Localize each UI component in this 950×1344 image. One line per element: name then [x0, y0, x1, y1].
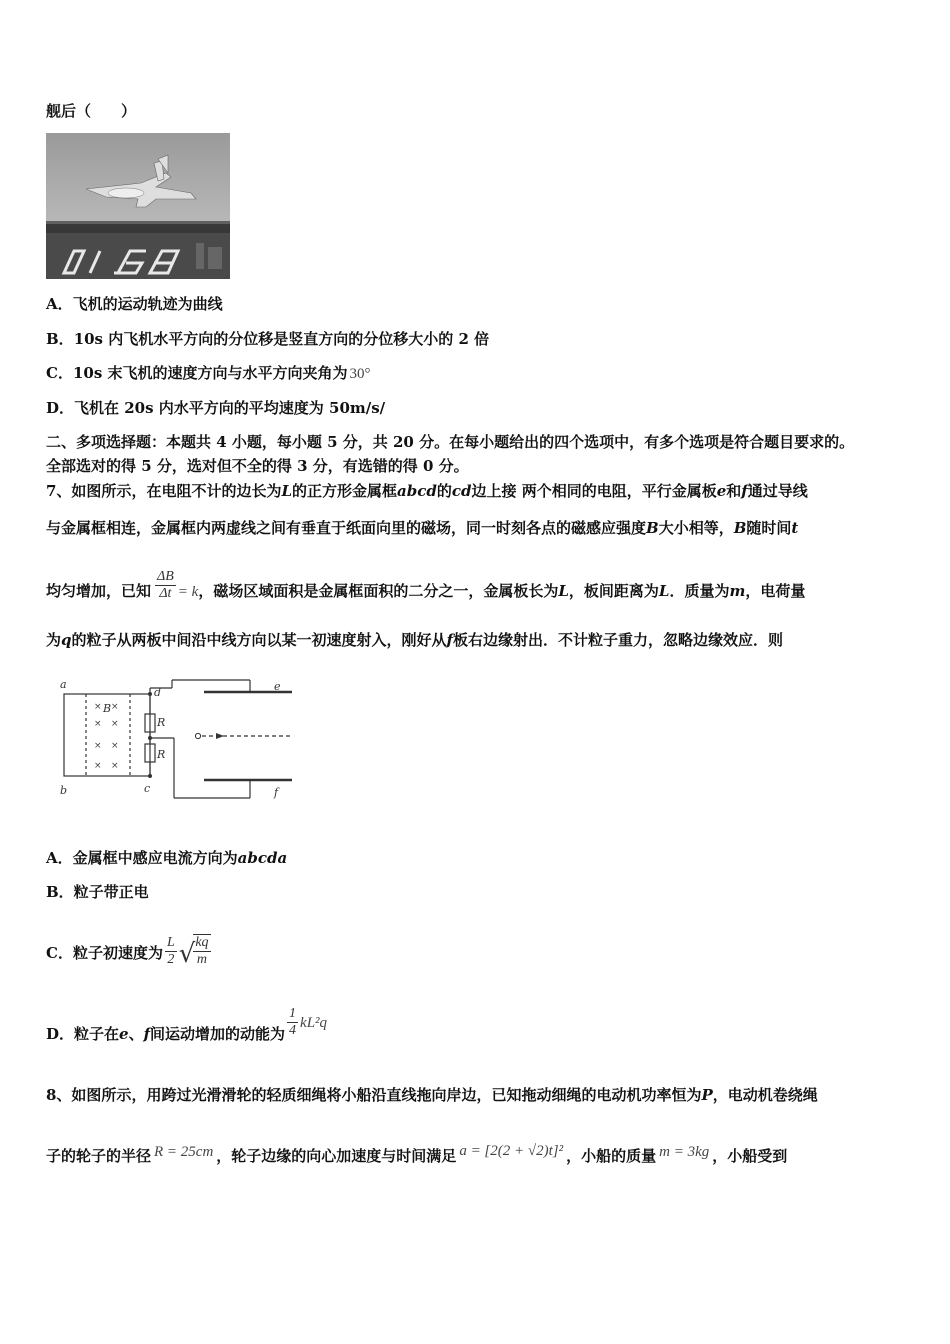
- q7-line-2: 与金属框相连，金属框内两虚线之间有垂直于纸面向里的磁场，同一时刻各点的磁感应强度B大小相等，B随时间t: [46, 519, 799, 537]
- label-b: b: [60, 784, 68, 797]
- section-rule: 全部选对的得 5 分，选对但不全的得 3 分，有选错的得 0 分。: [46, 457, 469, 475]
- jet-takeoff-photo: [46, 133, 230, 279]
- q6-option-a: A．飞机的运动轨迹为曲线: [46, 295, 223, 313]
- q8-line-2: 子的轮子的半径 R = 25cm ，轮子边缘的向心加速度与时间满足 a = [2(2 + √2)t]² ，小船的质量 m = 3kg ，小船受到: [46, 1143, 788, 1165]
- q7-option-a: A．金属框中感应电流方向为abcda: [46, 849, 288, 867]
- svg-text:×: ×: [94, 761, 102, 771]
- label-c: c: [144, 782, 151, 795]
- label-a: a: [60, 678, 67, 691]
- q6-option-d: D．飞机在 20s 内水平方向的平均速度为 50m/s/: [46, 399, 386, 417]
- circuit-diagram: [56, 676, 296, 802]
- question-tail: 舰后（ ）: [46, 102, 137, 120]
- svg-text:×: ×: [111, 761, 119, 771]
- svg-text:×: ×: [111, 719, 119, 729]
- label-r2: R: [157, 748, 166, 761]
- q7-option-d: D．粒子在e、f间运动增加的动能为 $\frac{1}{4}$ kL²q: [46, 1005, 328, 1043]
- label-d: d: [154, 686, 162, 699]
- q7-option-c: C．粒子初速度为 $\frac{L}{2}$ √ $\frac{kq}{m}$: [46, 934, 209, 969]
- q7-line-4: 为q的粒子从两板中间沿中线方向以某一初速度射入，刚好从f板右边缘射出．不计粒子重力，忽略边缘效应．则: [46, 631, 783, 649]
- svg-text:×: ×: [94, 719, 102, 729]
- q6-option-b: B．10s 内飞机水平方向的分位移是竖直方向的分位移大小的 2 倍: [46, 330, 490, 348]
- svg-text:×: ×: [111, 741, 119, 751]
- delta-b-over-delta-t: $\frac{\Delta B}{\Delta t}$: [157, 568, 174, 601]
- svg-text:×: ×: [111, 702, 119, 712]
- q7-option-b: B．粒子带正电: [46, 883, 149, 901]
- q7-line-1: 7、如图所示，在电阻不计的边长为L的正方形金属框abcd的cd边上接 两个相同的电阻，平行金属板e和f通过导线: [46, 482, 808, 500]
- label-field-b: B: [103, 702, 112, 715]
- section-heading: 二、多项选择题：本题共 4 小题，每小题 5 分，共 20 分。在每小题给出的四个选项中，有多个选项是符合题目要求的。: [46, 433, 855, 451]
- svg-text:×: ×: [94, 741, 102, 751]
- q8-line-1: 8、如图所示，用跨过光滑滑轮的轻质细绳将小船沿直线拖向岸边，已知拖动细绳的电动机功率恒为P，电动机卷绕绳: [46, 1086, 818, 1104]
- label-r1: R: [157, 716, 166, 729]
- q7-line-3: 均匀增加，已知 $\frac{\Delta B}{\Delta t}$ = k，磁场区域面积是金属框面积的二分之一，金属板长为L，板间距离为L．质量为m，电荷量: [46, 568, 806, 601]
- label-e: e: [274, 680, 281, 693]
- label-f: f: [274, 786, 279, 799]
- svg-text:×: ×: [94, 702, 102, 712]
- q6-option-c: C．10s 末飞机的速度方向与水平方向夹角为 30°: [46, 364, 371, 382]
